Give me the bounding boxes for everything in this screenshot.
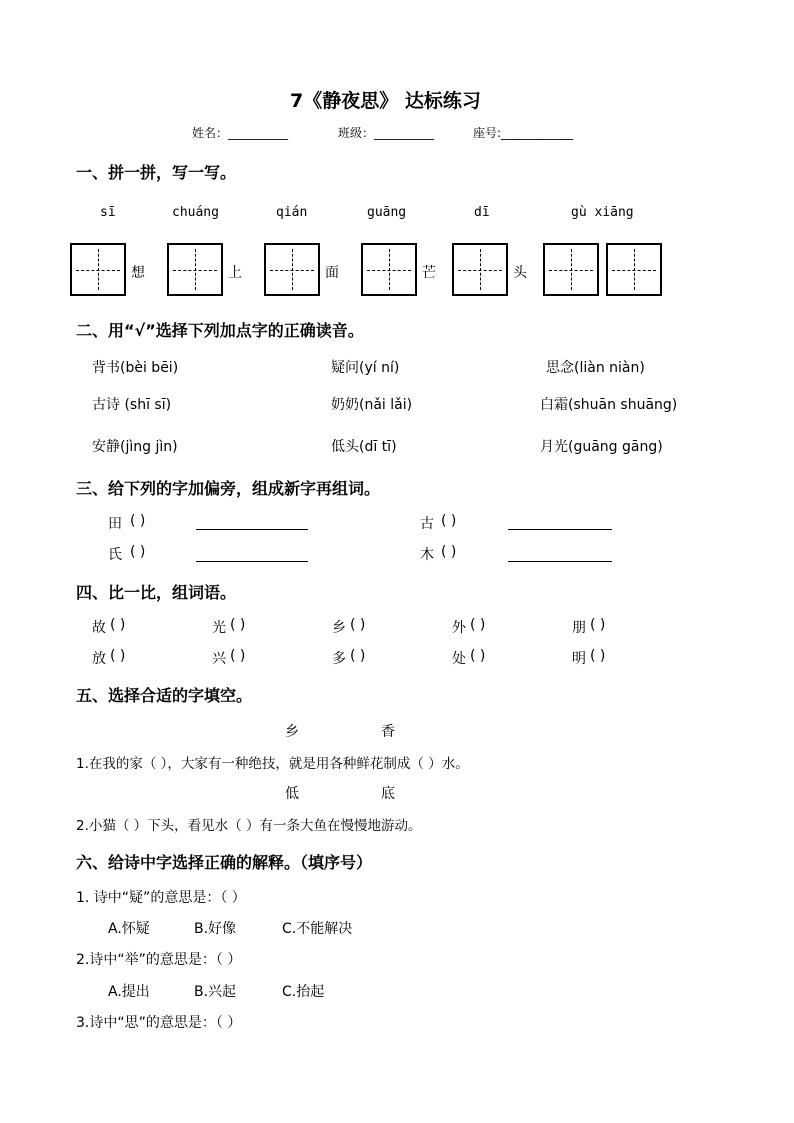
compare-paren[interactable]: ( ) [470, 648, 486, 664]
section2-heading: 二、用“√”选择下列加点字的正确读音。 [76, 321, 364, 340]
pinyin-label: chuáng [172, 205, 219, 220]
radical-char: 氏 [108, 547, 122, 563]
reading-item[interactable]: 白霜(shuān shuāng) [540, 397, 678, 413]
section4-heading: 四、比一比，组词语。 [76, 583, 237, 602]
radical-char: 田 [108, 516, 122, 532]
pinyin-label: gù xiāng [571, 205, 634, 220]
radical-char: 古 [420, 516, 434, 532]
compare-char: 兴 [212, 651, 226, 667]
compare-paren[interactable]: ( ) [230, 617, 246, 633]
suffix-char: 芒 [422, 265, 436, 281]
word-blank[interactable] [196, 561, 308, 562]
writing-box[interactable] [606, 243, 662, 296]
pinyin-label: dī [474, 205, 490, 220]
compare-paren[interactable]: ( ) [230, 648, 246, 664]
page-title: 7《静夜思》 达标练习 [290, 90, 481, 112]
compare-char: 乡 [332, 620, 346, 636]
writing-box[interactable] [452, 243, 508, 296]
writing-box[interactable] [167, 243, 223, 296]
pinyin-label: qián [276, 205, 308, 220]
compare-char: 明 [572, 651, 586, 667]
choice-char: 底 [381, 786, 395, 802]
compare-paren[interactable]: ( ) [470, 617, 486, 633]
reading-item[interactable]: 奶奶(nǎi lǎi) [331, 397, 413, 413]
option: C.不能解决 [282, 921, 353, 937]
option: B.好像 [194, 921, 237, 937]
suffix-char: 头 [513, 265, 527, 281]
reading-item[interactable]: 月光(guāng gāng) [540, 439, 663, 455]
compare-char: 放 [92, 651, 106, 667]
reading-item[interactable]: 低头(dī tī) [331, 439, 397, 455]
compare-char: 光 [212, 620, 226, 636]
reading-item[interactable]: 疑问(yí ní) [331, 360, 400, 376]
section6-heading: 六、给诗中字选择正确的解释。（填序号） [76, 853, 373, 872]
writing-box[interactable] [70, 243, 126, 296]
radical-char: 木 [420, 547, 434, 563]
choice-char: 香 [381, 724, 395, 740]
compare-paren[interactable]: ( ) [590, 648, 606, 664]
choice-char: 低 [285, 786, 299, 802]
word-blank[interactable] [508, 561, 612, 562]
compare-paren[interactable]: ( ) [110, 617, 126, 633]
compare-char: 外 [452, 620, 466, 636]
compare-paren[interactable]: ( ) [350, 648, 366, 664]
section1-heading: 一、拼一拼，写一写。 [76, 163, 237, 182]
suffix-char: 面 [325, 265, 339, 281]
question[interactable]: 3.诗中“思”的意思是：（ ） [76, 1015, 242, 1031]
fill-sentence[interactable]: 1.在我的家（ ），大家有一种绝技，就是用各种鲜花制成（ ）水。 [76, 756, 469, 772]
pinyin-label: guāng [367, 205, 407, 220]
compare-char: 朋 [572, 620, 586, 636]
section5-heading: 五、选择合适的字填空。 [76, 686, 253, 705]
compare-char: 多 [332, 651, 346, 667]
name-field[interactable]: 姓名：__________ [192, 126, 289, 140]
compare-char: 处 [452, 651, 466, 667]
writing-box[interactable] [264, 243, 320, 296]
compare-paren[interactable]: ( ) [350, 617, 366, 633]
compare-paren[interactable]: ( ) [590, 617, 606, 633]
suffix-char: 想 [131, 265, 145, 281]
compare-paren[interactable]: ( ) [110, 648, 126, 664]
option: A.怀疑 [108, 921, 150, 937]
suffix-char: 上 [228, 265, 242, 281]
seat-field[interactable]: 座号:____________ [473, 126, 574, 140]
fill-sentence[interactable]: 2.小猫（ ）下头，看见水（ ）有一条大鱼在慢慢地游动。 [76, 818, 422, 834]
reading-item[interactable]: 安静(jìng jìn) [92, 439, 178, 455]
word-blank[interactable] [508, 529, 612, 530]
radical-paren[interactable]: ( ) [130, 513, 146, 529]
writing-box[interactable] [361, 243, 417, 296]
writing-box[interactable] [543, 243, 599, 296]
radical-paren[interactable]: ( ) [441, 544, 457, 560]
choice-char: 乡 [285, 724, 299, 740]
section3-heading: 三、给下列的字加偏旁，组成新字再组词。 [76, 479, 381, 498]
question[interactable]: 2.诗中“举”的意思是：（ ） [76, 952, 242, 968]
reading-item[interactable]: 背书(bèi bēi) [92, 360, 179, 376]
radical-paren[interactable]: ( ) [441, 513, 457, 529]
word-blank[interactable] [196, 529, 308, 530]
class-field[interactable]: 班级：__________ [338, 126, 435, 140]
reading-item[interactable]: 古诗 (shī sī) [92, 397, 172, 413]
question[interactable]: 1. 诗中“疑”的意思是：（ ） [76, 890, 246, 906]
radical-paren[interactable]: ( ) [130, 544, 146, 560]
reading-item[interactable]: 思念(liàn niàn) [546, 360, 645, 376]
pinyin-label: sī [100, 205, 116, 220]
compare-char: 故 [92, 620, 106, 636]
option: A.提出 [108, 984, 150, 1000]
option: C.抬起 [282, 984, 325, 1000]
option: B.兴起 [194, 984, 237, 1000]
